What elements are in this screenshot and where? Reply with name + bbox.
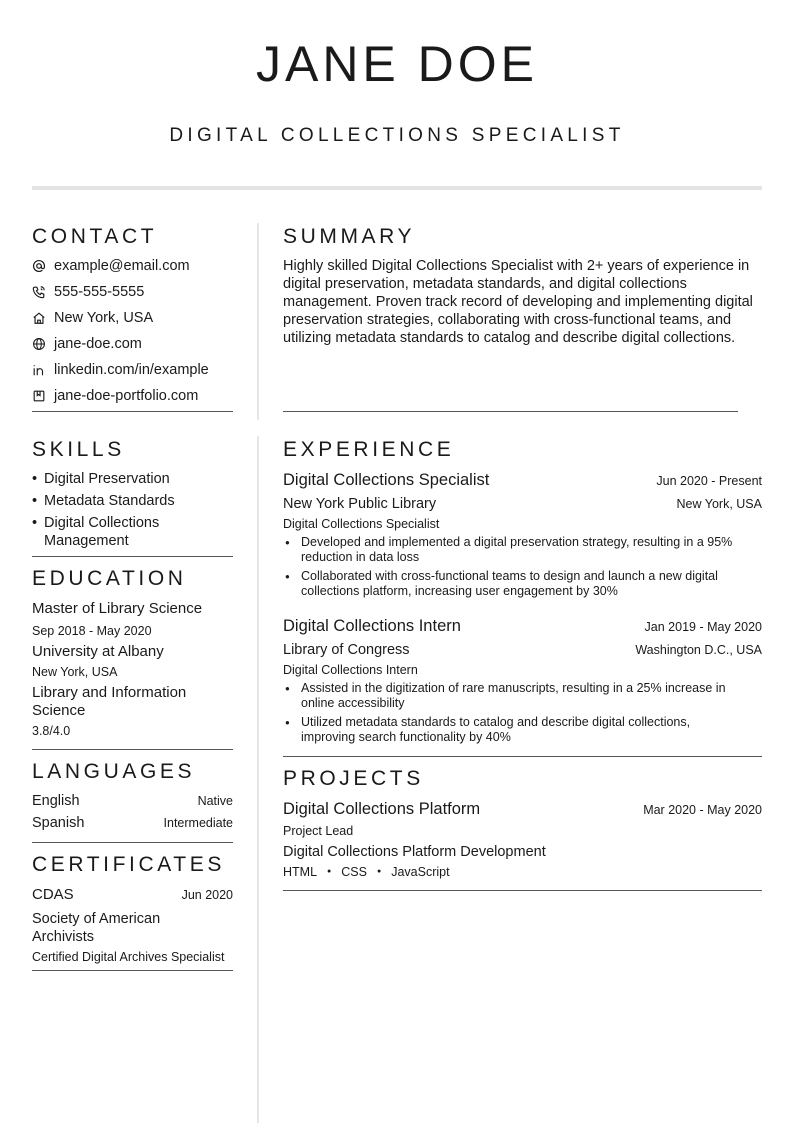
job-dates: Jan 2019 - May 2020 [644, 620, 762, 634]
contact-email-text: example@email.com [54, 258, 190, 274]
tag-separator: ● [376, 868, 382, 875]
language-level: Native [197, 794, 233, 808]
contact-portfolio[interactable] [32, 386, 198, 406]
education-dates: Sep 2018 - May 2020 [32, 624, 152, 638]
candidate-name: JANE DOE [255, 36, 539, 92]
certificate-row [32, 886, 233, 904]
header-divider [32, 186, 762, 190]
education-degree: Master of Library Science [32, 600, 203, 617]
project-subtitle: Digital Collections Platform Development [283, 844, 546, 860]
education-gpa: 3.8/4.0 [32, 724, 71, 738]
education-school: University at Albany [32, 643, 164, 660]
certificate-full-name: Certified Digital Archives Specialist [32, 950, 225, 964]
experience-heading: EXPERIENCE [283, 438, 455, 461]
languages-divider [32, 842, 233, 843]
home-icon [32, 311, 47, 326]
summary-text: Highly skilled Digital Collections Specialist with 2+ years of experience in digital preservation, metadata standards, and digital collections management. Proven track record of developing and implementing digital preservation strategies, collaborating with cross-functional teams, and utilizing metadata standards to catalog and describe digital collections. [283, 258, 753, 346]
phone-icon [32, 285, 47, 300]
skill-item: • Digital Preservation [32, 470, 233, 488]
language-name: Spanish [32, 815, 85, 831]
contact-location-text: New York, USA [54, 310, 154, 326]
education-location: New York, USA [32, 665, 118, 679]
project-dates: Mar 2020 - May 2020 [643, 803, 762, 817]
job-role: Digital Collections Intern [283, 663, 418, 677]
certificate-name: CDAS [32, 886, 74, 903]
project-name: Digital Collections Platform [283, 800, 481, 818]
contact-linkedin-text: linkedin.com/in/example [54, 362, 209, 378]
project-role: Project Lead [283, 824, 354, 838]
tag-separator: ● [327, 868, 332, 875]
certificate-date: Jun 2020 [181, 888, 233, 902]
candidate-title: DIGITAL COLLECTIONS SPECIALIST [169, 125, 625, 146]
resume-header [0, 0, 794, 190]
job-company: New York Public Library [283, 496, 437, 512]
job-title: Digital Collections Specialist [283, 471, 490, 489]
job-header [283, 470, 762, 490]
contact-heading: CONTACT [32, 225, 158, 248]
language-row [32, 792, 233, 810]
education-divider [32, 749, 233, 750]
experience-divider [283, 756, 762, 757]
project-tag: JavaScript [391, 865, 450, 879]
language-name: English [32, 793, 80, 809]
projects-heading: PROJECTS [283, 767, 424, 790]
contact-divider [32, 411, 233, 412]
language-level: Intermediate [163, 816, 233, 830]
certificates-divider [32, 970, 233, 971]
contact-website-text: jane-doe.com [54, 336, 142, 352]
job-company-row [283, 641, 762, 659]
summary-divider [283, 411, 738, 412]
job-header [283, 616, 762, 636]
certificates-heading: CERTIFICATES [32, 853, 225, 876]
skills-heading: SKILLS [32, 438, 125, 461]
portfolio-icon [32, 389, 47, 404]
projects-divider [283, 890, 762, 891]
skills-divider [32, 556, 233, 557]
summary-heading: SUMMARY [283, 225, 416, 248]
column-divider-bottom [257, 436, 259, 1123]
certificate-issuer: Society of American Archivists [32, 911, 161, 945]
contact-phone[interactable] [32, 282, 144, 302]
project-tags [283, 864, 450, 880]
job-location: Washington D.C., USA [635, 643, 762, 657]
contact-email[interactable] [32, 256, 190, 276]
job-bullet: ● Collaborated with cross-functional teams to design and launch a new digital collections platform, increasing user engagement by 30% [283, 569, 753, 599]
education-field: Library and Information Science [32, 684, 187, 719]
globe-icon [32, 337, 47, 352]
job-company-row [283, 495, 762, 513]
project-tag: CSS [341, 865, 367, 879]
linkedin-icon [32, 363, 47, 378]
column-divider-top [257, 223, 259, 420]
contact-phone-text: 555-555-5555 [54, 284, 145, 300]
education-heading: EDUCATION [32, 567, 187, 590]
language-row [32, 814, 233, 832]
job-bullet: ● Utilized metadata standards to catalog and describe digital collections, improving search functionality by 40% [283, 715, 743, 745]
project-tag: HTML [283, 865, 318, 879]
project-header [283, 799, 762, 819]
job-title: Digital Collections Intern [283, 617, 461, 635]
job-bullet: ● Assisted in the digitization of rare manuscripts, resulting in a 25% increase in online accessibility [283, 681, 743, 711]
languages-heading: LANGUAGES [32, 760, 196, 783]
job-company: Library of Congress [283, 642, 410, 658]
at-sign-icon [32, 259, 47, 274]
job-bullet: ● Developed and implemented a digital preservation strategy, resulting in a 95% reduction in data loss [283, 535, 753, 565]
skill-item: • Metadata Standards [32, 492, 233, 510]
job-dates: Jun 2020 - Present [656, 474, 762, 488]
contact-location [32, 308, 153, 328]
job-role: Digital Collections Specialist [283, 517, 440, 531]
contact-linkedin[interactable] [32, 360, 209, 380]
contact-portfolio-text: jane-doe-portfolio.com [54, 388, 199, 404]
contact-website[interactable] [32, 334, 142, 354]
skill-item: • Digital Collections Management [32, 514, 182, 550]
job-location: New York, USA [676, 497, 762, 511]
